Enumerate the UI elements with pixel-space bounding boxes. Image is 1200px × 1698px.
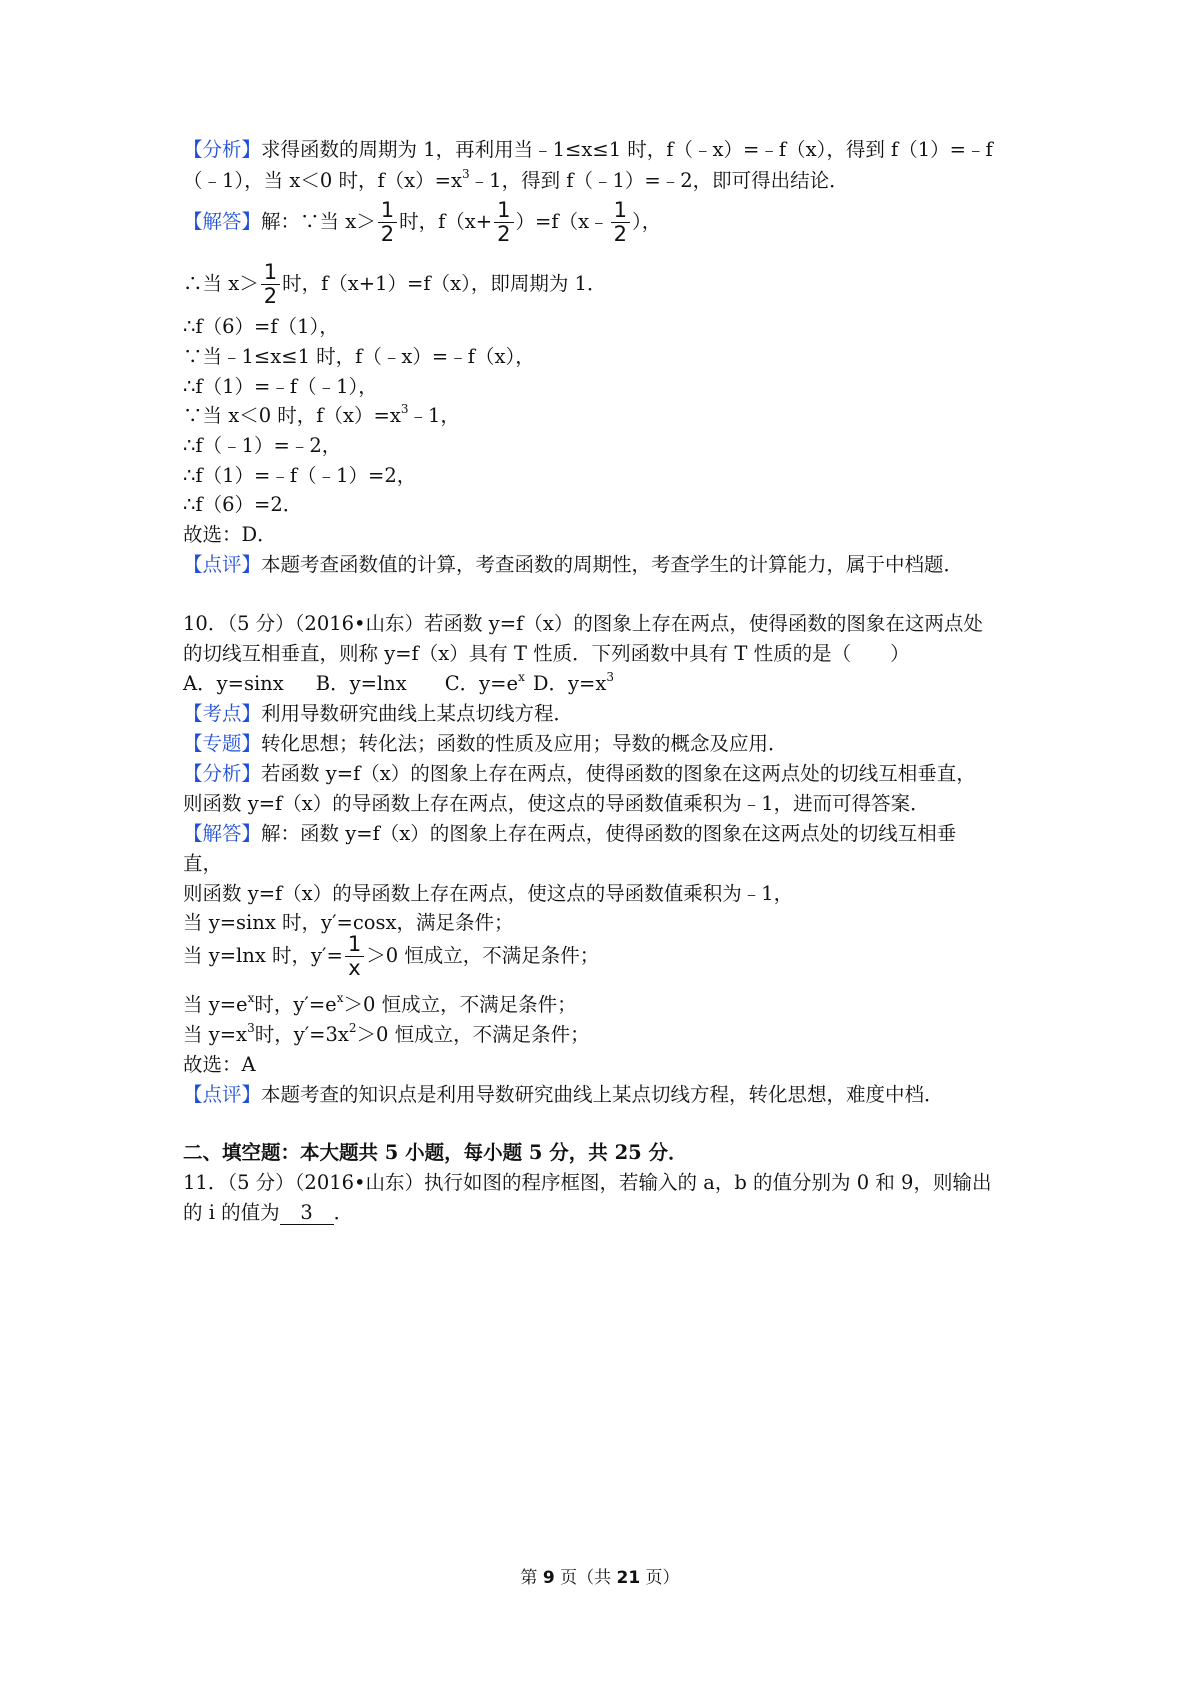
fraction-numerator: 1	[345, 934, 364, 957]
page-footer	[0, 1563, 1200, 1588]
solution-text: ），	[631, 210, 662, 233]
fraction-numerator: 1	[261, 262, 280, 285]
q9-comment	[183, 550, 1033, 580]
fraction-denominator: 2	[613, 222, 627, 246]
superscript: 3	[247, 1021, 255, 1035]
q11-stem-line-1: 11．（5 分）（2016•山东）执行如图的程序框图，若输入的 a，b 的值分别为 0 和 9，则输出	[183, 1171, 992, 1194]
footer-text: 页（共	[554, 1568, 617, 1588]
comment-tag: 【点评】	[183, 1083, 262, 1106]
solution-text: 时，f（x+	[399, 210, 493, 233]
q9-solution-line-4: ∵当﹣1≤x≤1 时，f（﹣x）=﹣f（x），	[183, 345, 535, 368]
solution-text: 解：函数 y=f（x）的图象上存在两点，使得函数的图象在这两点处的切线互相垂	[261, 822, 957, 845]
superscript: x	[336, 991, 344, 1005]
solution-text: 时，f（x+1）=f（x），即周期为 1．	[282, 272, 607, 295]
q9-solution-line-1	[183, 200, 1033, 245]
fraction-half	[378, 200, 397, 245]
q11-text: 的 i 的值为	[183, 1201, 280, 1224]
solution-text: ﹣1，	[408, 404, 460, 427]
solution-text: 解：∵当 x＞	[261, 210, 376, 233]
q10-solution-line-1	[183, 819, 1033, 849]
q9-analysis-line-1	[183, 135, 1033, 165]
comment-text: 本题考查函数值的计算，考查函数的周期性，考查学生的计算能力，属于中档题．	[261, 553, 964, 576]
analysis-text: 若函数 y=f（x）的图象上存在两点，使得函数的图象在这两点处的切线互相垂直，	[261, 762, 976, 785]
q10-topic	[183, 729, 1033, 759]
solution-text: 时，y′=3x	[254, 1023, 349, 1046]
fraction-half	[494, 200, 513, 245]
page-number: 9	[542, 1568, 555, 1588]
fraction-numerator: 1	[494, 200, 513, 223]
q9-solution-line-6	[183, 401, 1033, 431]
fraction-denominator: 2	[263, 284, 278, 308]
q10-solution-line-7	[183, 1020, 1033, 1050]
solution-text: ）=f（x﹣	[515, 210, 609, 233]
solution-text: 当 y=lnx 时，y′=	[183, 944, 343, 967]
q9-solution-line-7: ∴f（﹣1）=﹣2，	[183, 434, 342, 457]
q10-analysis-line-1	[183, 759, 1033, 789]
superscript: x	[247, 991, 255, 1005]
solution-text: ＞0 恒成立，不满足条件；	[356, 1023, 590, 1046]
q10-solution-line-8: 故选：A	[183, 1053, 256, 1076]
analysis-text: （﹣1），当 x＜0 时，f（x）=x	[183, 169, 463, 192]
q10-solution-line-6	[183, 990, 1033, 1020]
q9-solution-line-9: ∴f（6）=2．	[183, 493, 303, 516]
fraction-denominator: 2	[497, 222, 511, 246]
q10-stem-line-1: 10．（5 分）（2016•山东）若函数 y=f（x）的图象上存在两点，使得函数的图象在这两点处	[183, 612, 983, 635]
q9-solution-line-5: ∴f（1）=﹣f（﹣1），	[183, 375, 378, 398]
analysis-tag: 【分析】	[183, 762, 262, 785]
fraction-one-over-x	[345, 934, 364, 979]
option-c: C．y=e	[444, 672, 519, 695]
solution-text: ∴当 x＞	[183, 272, 259, 295]
topic-tag: 【专题】	[183, 732, 262, 755]
fraction-half	[611, 200, 630, 245]
analysis-text: ﹣1，得到 f（﹣1）=﹣2，即可得出结论．	[469, 169, 849, 192]
solution-text: ＞0 恒成立，不满足条件；	[343, 993, 577, 1016]
superscript: 3	[462, 167, 470, 181]
option-d: D．y=x	[532, 672, 607, 695]
q10-knowledge-point	[183, 699, 1033, 729]
q11-stem-line-2	[183, 1198, 1033, 1228]
superscript: x	[518, 670, 525, 684]
solution-text: ＞0 恒成立，不满足条件；	[366, 944, 600, 967]
solution-tag: 【解答】	[183, 210, 262, 233]
comment-text: 本题考查的知识点是利用导数研究曲线上某点切线方程，转化思想，难度中档．	[261, 1083, 944, 1106]
answer-blank: 3	[280, 1202, 334, 1225]
option-b: B．y=lnx	[315, 672, 407, 695]
q11-text: ．	[333, 1201, 354, 1224]
q9-solution-line-8: ∴f（1）=﹣f（﹣1）=2，	[183, 464, 417, 487]
superscript: 3	[400, 402, 409, 416]
fraction-numerator: 1	[611, 200, 630, 223]
section-heading: 二、填空题：本大题共 5 小题，每小题 5 分，共 25 分．	[183, 1141, 688, 1164]
q9-solution-line-3: ∴f（6）=f（1），	[183, 315, 339, 338]
q10-options	[183, 669, 1033, 699]
q9-solution-line-2	[183, 262, 1033, 307]
knowledge-point-text: 利用导数研究曲线上某点切线方程．	[261, 702, 574, 725]
analysis-tag: 【分析】	[183, 138, 262, 161]
comment-tag: 【点评】	[183, 553, 262, 576]
q10-solution-line-5	[183, 934, 1033, 979]
topic-text: 转化思想；转化法；函数的性质及应用；导数的概念及应用．	[261, 732, 788, 755]
solution-text: 当 y=x	[183, 1023, 248, 1046]
fraction-numerator: 1	[378, 200, 397, 223]
footer-text: 第	[520, 1568, 543, 1588]
superscript: 3	[606, 670, 614, 684]
analysis-text: 求得函数的周期为 1，再利用当﹣1≤x≤1 时，f（﹣x）=﹣f（x），得到 f（1）=﹣f	[261, 138, 993, 161]
q10-solution-line-2: 直，	[183, 852, 223, 875]
q9-analysis-line-2	[183, 166, 1033, 196]
q10-comment	[183, 1080, 1033, 1110]
option-a: A．y=sinx	[183, 672, 284, 695]
knowledge-point-tag: 【考点】	[183, 702, 262, 725]
footer-text: 页）	[640, 1568, 680, 1588]
q10-solution-line-3: 则函数 y=f（x）的导函数上存在两点，使这点的导函数值乘积为﹣1，	[183, 882, 794, 905]
q10-solution-line-4: 当 y=sinx 时，y′=cosx，满足条件；	[183, 911, 514, 934]
solution-text: 时，y′=e	[254, 993, 337, 1016]
q9-solution-line-10: 故选：D．	[183, 523, 277, 546]
solution-text: 当 y=e	[183, 993, 248, 1016]
q10-stem-line-2: 的切线互相垂直，则称 y=f（x）具有 T 性质．下列函数中具有 T 性质的是（ ）	[183, 642, 910, 665]
solution-text: ∵当 x＜0 时，f（x）=x	[183, 404, 401, 427]
page-total: 21	[616, 1568, 641, 1588]
q10-analysis-line-2: 则函数 y=f（x）的导函数上存在两点，使这点的导函数值乘积为﹣1，进而可得答案．	[183, 792, 930, 815]
fraction-half	[261, 262, 280, 307]
solution-tag: 【解答】	[183, 822, 262, 845]
superscript: 2	[348, 1021, 357, 1035]
fraction-denominator: 2	[380, 222, 395, 246]
fraction-denominator: x	[348, 956, 361, 980]
